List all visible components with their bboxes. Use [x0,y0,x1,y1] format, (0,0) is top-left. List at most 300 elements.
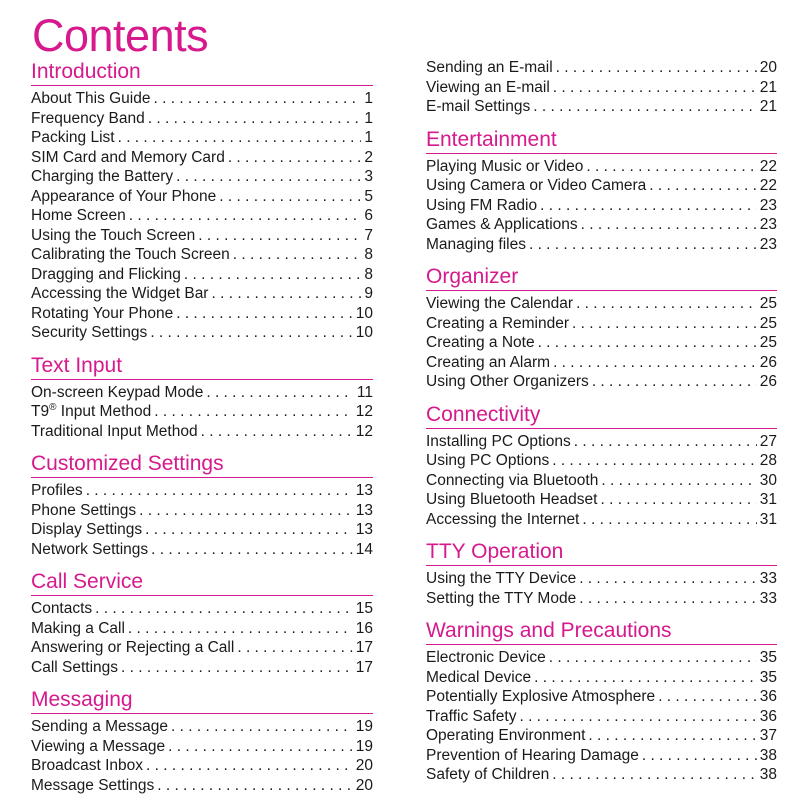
toc-entry-title [426,687,655,707]
toc-section-organizer [426,263,777,392]
toc-entry-title-text: Safety of Children [426,766,550,783]
toc-entry-installing-pc-options[interactable] [426,432,777,452]
toc-entry-title [31,109,145,129]
dot-leader [146,756,353,776]
toc-entry-title [31,422,198,442]
toc-entry-title [31,304,173,324]
toc-entry-broadcast-inbox[interactable] [31,756,373,776]
toc-entry-title [31,187,216,207]
toc-entry-title-text: Rotating Your Phone [31,304,174,322]
toc-page-number: 30 [759,471,777,489]
toc-entry-title [31,776,154,796]
toc-entry-title-text: Network Settings [31,540,149,558]
dot-leader [572,314,757,334]
toc-entry-title [426,176,646,196]
toc-entry-using-the-tty-device[interactable] [426,569,777,589]
toc-entry-network-settings[interactable] [31,540,373,560]
toc-entry-connecting-via-bluetooth[interactable] [426,471,777,491]
toc-entry-title [31,148,225,168]
dot-leader [519,707,756,727]
dot-leader [582,510,756,530]
toc-entry-sending-a-message[interactable] [31,717,373,737]
toc-entry-title-text: Phone Settings [31,501,137,519]
toc-page-number: 26 [759,373,777,390]
toc-entry-title-text: Home Screen [31,207,126,224]
toc-entry-title-text: Viewing a Message [31,737,166,755]
toc-entry-operating-environment[interactable] [426,726,777,746]
toc-entry-title-text: Call Settings [31,658,119,676]
dot-leader [171,717,353,737]
section-heading[interactable]: Customized Settings [31,450,373,478]
toc-entry-title [426,58,553,78]
toc-entry-title [426,353,550,373]
toc-entry-title-text: Games & Applications [426,216,578,233]
section-heading[interactable]: Text Input [31,352,373,380]
toc-entry-call-settings[interactable] [31,658,373,678]
dot-leader [176,304,353,324]
toc-page-number: 23 [759,216,777,233]
toc-page-number: 17 [355,639,373,656]
toc-entry-charging-the-battery[interactable] [31,167,373,187]
dot-leader [128,619,353,639]
dot-leader [581,215,757,235]
dot-leader [576,294,757,314]
toc-entry-managing-files[interactable] [426,235,777,255]
toc-entry-using-the-touch-screen[interactable] [31,226,373,246]
toc-entry-title-text: Appearance of Your Phone [31,187,217,205]
toc-entry-title-text: Using PC Options [426,452,550,469]
toc-entry-display-settings[interactable] [31,520,373,540]
dot-leader [592,372,757,392]
toc-section-text-input [31,352,373,442]
toc-page-number: 36 [759,707,777,725]
toc-entry-title-text: Dragging and Flicking [31,265,181,283]
toc-entry-title-text: Making a Call [31,619,125,637]
dot-leader [534,668,757,688]
toc-entry-title [31,206,126,226]
toc-page-number: 20 [759,59,777,76]
toc-entry-viewing-a-message[interactable] [31,737,373,757]
dot-leader [95,599,353,619]
toc-page-number: 5 [364,187,373,205]
toc-entry-title-text: Using Bluetooth Headset [426,491,598,508]
toc-page-number: 38 [759,746,777,764]
dot-leader [540,196,757,216]
toc-entry-title [426,648,546,668]
dot-leader [211,284,361,304]
toc-entry-title-text: Creating a Note [426,334,535,351]
toc-entry-using-other-organizers[interactable] [426,372,777,392]
left-column [31,58,373,804]
toc-page-number: 19 [355,718,373,735]
dot-leader [601,471,756,491]
dot-leader [228,148,362,168]
toc-entry-traffic-safety[interactable] [426,707,777,727]
toc-entry-title [31,481,83,501]
dot-leader [153,89,361,109]
dot-leader [579,569,757,589]
toc-entry-appearance-of-your-phone[interactable] [31,187,373,207]
dot-leader [118,128,362,148]
toc-entry-title-text: Operating Environment [426,727,586,744]
toc-entry-title [426,765,549,785]
toc-entry-using-bluetooth-headset[interactable] [426,490,777,510]
toc-entry-title-text: SIM Card and Memory Card [31,148,225,166]
toc-page-number: 14 [355,540,373,558]
section-heading[interactable]: Connectivity [426,401,777,429]
toc-entry-title [31,245,230,265]
toc-page-number: 1 [364,129,373,146]
toc-entry-traditional-input-method[interactable] [31,422,373,442]
toc-page-number: 21 [759,98,777,115]
toc-entry-title [31,383,203,403]
toc-entry-profiles[interactable] [31,481,373,501]
toc-entry-on-screen-keypad-mode[interactable] [31,383,373,403]
toc-page-number: 16 [355,619,373,637]
section-heading[interactable]: Introduction [31,58,373,86]
dot-leader [129,206,362,226]
toc-entry-title [31,501,136,521]
toc-entry-title-text: Creating an Alarm [426,353,551,371]
toc-page-number: 33 [759,570,777,587]
toc-entry-title-text: Sending an E-mail [426,59,553,76]
toc-page-number: 22 [759,157,777,175]
toc-entry-title [31,167,173,187]
dot-leader [198,226,361,246]
toc-entry-title-text: Installing PC Options [426,432,571,450]
dot-leader [649,176,756,196]
toc-entry-title-text: About This Guide [31,90,151,107]
toc-section-call-service [31,568,373,677]
toc-entry-about-this-guide[interactable] [31,89,373,109]
toc-entry-title [426,97,530,117]
toc-section-messaging [31,686,373,795]
dot-leader [121,658,353,678]
toc-entry-e-mail-settings[interactable] [426,97,777,117]
toc-page-number: 17 [355,658,373,676]
dot-leader [154,402,352,422]
toc-entry-using-fm-radio[interactable] [426,196,777,216]
toc-page-number: 3 [364,168,373,185]
toc-page-number: 25 [759,334,777,351]
toc-page-number: 35 [759,668,777,686]
toc-entry-frequency-band[interactable] [31,109,373,129]
toc-page-number: 13 [355,501,373,519]
toc-entry-calibrating-the-touch-screen[interactable] [31,245,373,265]
toc-page-number: 25 [759,295,777,312]
toc-entry-phone-settings[interactable] [31,501,373,521]
toc-entry-title-text: On-screen Keypad Mode [31,383,204,401]
toc-entry-title-text: Sending a Message [31,718,169,735]
dot-leader [139,501,353,521]
dot-leader [574,432,757,452]
toc-entry-title [31,520,142,540]
dot-leader [176,167,361,187]
toc-page-number: 23 [759,196,777,214]
toc-entry-viewing-the-calendar[interactable] [426,294,777,314]
toc-entry-title-text: Frequency Band [31,109,145,127]
dot-leader [206,383,354,403]
toc-entry-title [426,314,569,334]
section-heading[interactable]: Organizer [426,263,777,291]
toc-section-tty-operation [426,538,777,608]
toc-entry-title [31,128,115,148]
dot-leader [184,265,361,285]
dot-leader [86,481,353,501]
dot-leader [549,648,757,668]
toc-section-introduction [31,58,373,343]
toc-entry-title [31,756,143,776]
toc-entry-title-text: Broadcast Inbox [31,757,144,774]
toc-entry-title-text: Profiles [31,482,83,499]
toc-entry-title [426,589,576,609]
toc-entry-accessing-the-internet[interactable] [426,510,777,530]
toc-entry-title-text: Accessing the Widget Bar [31,285,209,302]
toc-entry-t9-input-method[interactable] [31,402,373,422]
toc-page-number: 12 [355,403,373,420]
toc-entry-sim-card-and-memory-card[interactable] [31,148,373,168]
toc-entry-title [426,490,597,510]
toc-entry-title [31,638,234,658]
toc-entry-title-text: Playing Music or Video [426,157,584,175]
toc-entry-title-text: Contacts [31,600,93,617]
dot-leader [529,235,757,255]
dot-leader [552,765,757,785]
toc-page-number: 31 [759,491,777,508]
toc-entry-contacts[interactable] [31,599,373,619]
dot-leader [586,157,756,177]
toc-page-number: 7 [364,226,373,244]
toc-entry-medical-device[interactable] [426,668,777,688]
toc-entry-prevention-of-hearing-damage[interactable] [426,746,777,766]
toc-entry-title [426,215,578,235]
toc-page-number: 1 [364,90,373,107]
toc-entry-title [31,89,150,109]
toc-entry-answering-or-rejecting-a-call[interactable] [31,638,373,658]
dot-leader [168,737,353,757]
toc-section-connectivity [426,401,777,530]
toc-section-entertainment [426,126,777,255]
toc-entry-title-text: Message Settings [31,776,155,794]
toc-page-number: 35 [759,649,777,666]
toc-entry-games-applications[interactable] [426,215,777,235]
toc-page-number: 10 [355,304,373,322]
dot-leader [148,109,362,129]
dot-leader [553,78,757,98]
toc-entry-title [31,540,148,560]
toc-entry-title [31,226,195,246]
dot-leader [538,333,757,353]
toc-page-number: 22 [759,177,777,194]
section-heading[interactable]: Entertainment [426,126,777,154]
right-column [426,58,777,794]
dot-leader [579,589,757,609]
toc-entry-title [31,265,181,285]
section-heading[interactable]: Call Service [31,568,373,596]
toc-entry-title-text: Viewing an E-mail [426,78,550,96]
toc-entry-title [31,323,147,343]
toc-entry-title [31,599,92,619]
toc-entry-home-screen[interactable] [31,206,373,226]
dot-leader [642,746,757,766]
toc-entry-title-text: Viewing the Calendar [426,295,574,312]
toc-entry-title-text: Traffic Safety [426,707,517,725]
toc-page-number: 27 [759,432,777,450]
toc-page-number: 20 [355,757,373,774]
dot-leader [150,323,352,343]
toc-entry-title-text: Calibrating the Touch Screen [31,246,230,263]
toc-entry-setting-the-tty-mode[interactable] [426,589,777,609]
toc-entry-title [426,451,549,471]
toc-entry-electronic-device[interactable] [426,648,777,668]
toc-page-number: 12 [355,422,373,440]
toc-entry-title [426,569,576,589]
toc-entry-sending-an-e-mail[interactable] [426,58,777,78]
toc-page-number: 13 [355,521,373,538]
toc-entry-creating-a-reminder[interactable] [426,314,777,334]
toc-entry-title-text: E-mail Settings [426,98,531,115]
toc-entry-title-text: Charging the Battery [31,168,174,185]
toc-entry-title [31,284,208,304]
toc-entry-title [426,746,639,766]
toc-entry-title-text: Using the Touch Screen [31,226,196,244]
toc-entry-accessing-the-widget-bar[interactable] [31,284,373,304]
toc-entry-title-text: Traditional Input Method [31,422,198,440]
toc-section-customized-settings [31,450,373,559]
toc-page-number: 25 [759,314,777,332]
toc-entry-title-text: Packing List [31,129,115,146]
toc-entry-title [31,737,165,757]
toc-entry-packing-list[interactable] [31,128,373,148]
dot-leader [533,97,757,117]
toc-entry-title [426,78,550,98]
toc-page-number: 8 [364,265,373,283]
toc-page-number: 2 [364,148,373,166]
toc-page-number: 13 [355,482,373,499]
toc-entry-rotating-your-phone[interactable] [31,304,373,324]
dot-leader [237,638,352,658]
section-heading[interactable]: TTY Operation [426,538,777,566]
toc-page-number: 20 [355,776,373,794]
registered-mark: ® [49,402,57,413]
toc-page-number: 15 [355,600,373,617]
dot-leader [157,776,353,796]
toc-page-number: 10 [355,324,373,341]
toc-entry-title-text: Using FM Radio [426,196,538,214]
toc-entry-title-text: Creating a Reminder [426,314,570,332]
toc-entry-title-text: Accessing the Internet [426,510,580,528]
toc-entry-title [426,471,598,491]
toc-entry-title [31,619,125,639]
toc-entry-title [31,658,118,678]
toc-entry-security-settings[interactable] [31,323,373,343]
section-heading[interactable]: Messaging [31,686,373,714]
toc-entry-title-text: Security Settings [31,324,148,341]
toc-entry-title [31,717,168,737]
toc-entry-dragging-and-flicking[interactable] [31,265,373,285]
toc-entry-using-camera-or-video-camera[interactable] [426,176,777,196]
toc-page-number: 9 [364,285,373,302]
toc-page-number: 8 [364,246,373,263]
toc-entry-title [31,402,151,422]
toc-entry-safety-of-children[interactable] [426,765,777,785]
toc-page-number: 37 [759,727,777,744]
toc-page-number: 28 [759,452,777,469]
page-title: Contents [32,10,209,61]
dot-leader [219,187,361,207]
toc-entry-playing-music-or-video[interactable] [426,157,777,177]
toc-page-number: 31 [759,510,777,528]
toc-page-number: 38 [759,766,777,783]
toc-page-number: 19 [355,737,373,755]
toc-section-messaging-continued [426,58,777,117]
toc-entry-title [426,157,583,177]
toc-page-number: 26 [759,353,777,371]
dot-leader [552,451,757,471]
dot-leader [658,687,757,707]
toc-entry-title-text: Medical Device [426,668,532,686]
toc-entry-using-pc-options[interactable] [426,451,777,471]
dot-leader [151,540,353,560]
toc-entry-title-text: Using Other Organizers [426,373,589,390]
toc-entry-title-text: Using the TTY Device [426,570,577,587]
toc-section-warnings-and-precautions [426,617,777,785]
toc-entry-title [426,196,537,216]
toc-entry-title-text: Using Camera or Video Camera [426,177,647,194]
toc-entry-potentially-explosive-atmosphere[interactable] [426,687,777,707]
toc-entry-making-a-call[interactable] [31,619,373,639]
toc-entry-creating-an-alarm[interactable] [426,353,777,373]
toc-entry-title [426,510,579,530]
toc-entry-title-text: Electronic Device [426,649,546,666]
toc-entry-title [426,668,531,688]
toc-entry-title-text: Managing files [426,235,526,253]
toc-entry-title-text: Connecting via Bluetooth [426,471,599,489]
toc-entry-title [426,333,535,353]
dot-leader [201,422,353,442]
toc-entry-title [426,294,573,314]
toc-page-number: 21 [759,78,777,96]
dot-leader [600,490,756,510]
toc-entry-viewing-an-e-mail[interactable] [426,78,777,98]
toc-page-number: 11 [356,383,373,401]
toc-entry-title-text: Prevention of Hearing Damage [426,746,639,764]
dot-leader [145,520,353,540]
toc-entry-message-settings[interactable] [31,776,373,796]
toc-entry-title [426,726,585,746]
toc-entry-title [426,432,571,452]
toc-entry-title-suffix: Input Method [56,403,152,420]
toc-page-number: 1 [364,109,373,127]
toc-entry-title [426,235,526,255]
toc-entry-title-text: Answering or Rejecting a Call [31,639,235,656]
toc-entry-title [426,707,516,727]
toc-page-number: 36 [759,688,777,705]
toc-entry-title-text: Potentially Explosive Atmosphere [426,688,656,705]
toc-entry-title-text: Setting the TTY Mode [426,589,577,607]
toc-page-number: 33 [759,589,777,607]
toc-entry-title [426,372,589,392]
dot-leader [588,726,756,746]
dot-leader [556,58,757,78]
dot-leader [553,353,757,373]
section-heading[interactable]: Warnings and Precautions [426,617,777,645]
toc-entry-title-text: T9 [31,403,50,420]
toc-page-number: 23 [759,235,777,253]
toc-entry-title-text: Display Settings [31,521,143,538]
toc-entry-creating-a-note[interactable] [426,333,777,353]
dot-leader [233,245,362,265]
